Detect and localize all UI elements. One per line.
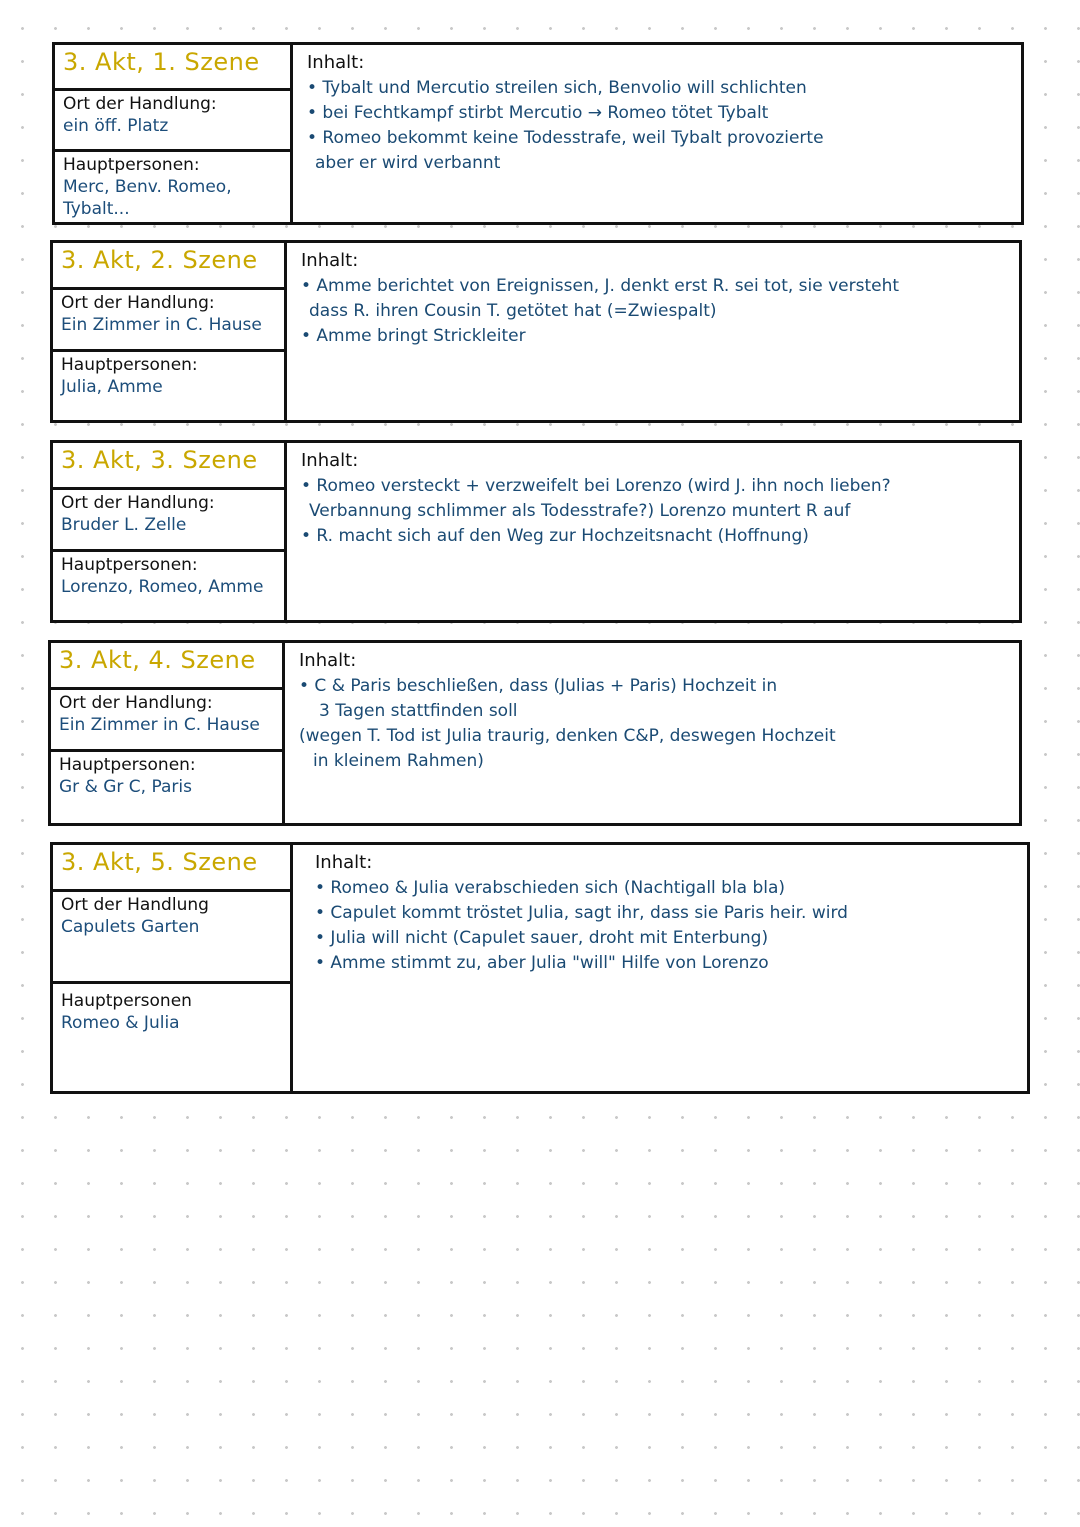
scene-card (52, 42, 1024, 225)
scene-meta (53, 845, 293, 1091)
content-label: Inhalt: (301, 450, 359, 471)
persons-cell (53, 549, 284, 620)
persons-label: Hauptpersonen (61, 991, 192, 1011)
scene-title-cell (55, 45, 290, 88)
persons-value: Romeo & Julia (61, 1013, 180, 1033)
persons-cell (51, 749, 282, 823)
content-line: Verbannung schlimmer als Todesstrafe?) Lorenzo muntert R auf (309, 501, 851, 521)
scene-title-cell (53, 243, 284, 287)
content-line: in kleinem Rahmen) (313, 751, 484, 771)
location-label: Ort der Handlung (61, 895, 209, 915)
location-label: Ort der Handlung: (61, 493, 215, 513)
scene-content (287, 243, 1019, 420)
scene-title-cell (53, 443, 284, 487)
content-line: • Romeo bekommt keine Todesstrafe, weil Tybalt provozierte (307, 128, 824, 148)
scene-card (50, 440, 1022, 623)
scene-meta (55, 45, 293, 222)
location-value: Ein Zimmer in C. Hause (59, 715, 260, 735)
content-line: • Tybalt und Mercutio streilen sich, Benvolio will schlichten (307, 78, 807, 98)
content-line: aber er wird verbannt (315, 153, 501, 173)
location-value: Ein Zimmer in C. Hause (61, 315, 262, 335)
persons-label: Hauptpersonen: (59, 755, 196, 775)
persons-value: Lorenzo, Romeo, Amme (61, 577, 264, 597)
persons-cell (53, 981, 290, 1091)
scene-meta (51, 643, 285, 823)
location-cell (53, 889, 290, 981)
scene-card (48, 640, 1022, 826)
content-label: Inhalt: (301, 250, 359, 271)
content-line: • Julia will nicht (Capulet sauer, droht mit Enterbung) (315, 928, 769, 948)
scene-meta (53, 243, 287, 420)
scene-meta (53, 443, 287, 620)
scene-card (50, 842, 1030, 1094)
content-line: dass R. ihren Cousin T. getötet hat (=Zwiespalt) (309, 301, 717, 321)
content-line: • Romeo versteckt + verzweifelt bei Lorenzo (wird J. ihn noch lieben? (301, 476, 891, 496)
content-line: • C & Paris beschließen, dass (Julias + Paris) Hochzeit in (299, 676, 778, 696)
scene-title: 3. Akt, 3. Szene (61, 446, 258, 474)
content-line: (wegen T. Tod ist Julia traurig, denken C&P, deswegen Hochzeit (299, 726, 836, 746)
persons-cell (53, 349, 284, 420)
content-line: • Amme bringt Strickleiter (301, 326, 526, 346)
content-label: Inhalt: (315, 852, 373, 873)
persons-label: Hauptpersonen: (63, 155, 200, 175)
content-label: Inhalt: (299, 650, 357, 671)
location-cell (51, 687, 282, 749)
scene-title: 3. Akt, 5. Szene (61, 848, 258, 876)
scene-content (287, 443, 1019, 620)
scene-content (285, 643, 1019, 823)
persons-cell (55, 149, 290, 222)
content-line: • Capulet kommt tröstet Julia, sagt ihr, dass sie Paris heir. wird (315, 903, 848, 923)
scene-title: 3. Akt, 1. Szene (63, 48, 260, 76)
content-line: • R. macht sich auf den Weg zur Hochzeitsnacht (Hoffnung) (301, 526, 809, 546)
content-label: Inhalt: (307, 52, 365, 73)
scene-content (293, 845, 1027, 1091)
location-value: Bruder L. Zelle (61, 515, 187, 535)
scene-title: 3. Akt, 2. Szene (61, 246, 258, 274)
content-line: 3 Tagen stattfinden soll (319, 701, 518, 721)
scene-title: 3. Akt, 4. Szene (59, 646, 256, 674)
location-value: ein öff. Platz (63, 116, 169, 137)
content-line: • Romeo & Julia verabschieden sich (Nachtigall bla bla) (315, 878, 786, 898)
scene-title-cell (51, 643, 282, 687)
location-cell (53, 487, 284, 549)
content-line: • Amme berichtet von Ereignissen, J. denkt erst R. sei tot, sie versteht (301, 276, 900, 296)
location-cell (55, 88, 290, 149)
persons-label: Hauptpersonen: (61, 555, 198, 575)
location-label: Ort der Handlung: (59, 693, 213, 713)
location-cell (53, 287, 284, 349)
scene-title-cell (53, 845, 290, 889)
location-value: Capulets Garten (61, 917, 200, 937)
content-line: • bei Fechtkampf stirbt Mercutio → Romeo tötet Tybalt (307, 103, 769, 123)
persons-value: Julia, Amme (61, 377, 163, 397)
scene-content (293, 45, 1021, 222)
persons-label: Hauptpersonen: (61, 355, 198, 375)
persons-value: Merc, Benv. Romeo, Tybalt... (63, 177, 232, 219)
persons-value: Gr & Gr C, Paris (59, 777, 192, 797)
content-line: • Amme stimmt zu, aber Julia "will" Hilfe von Lorenzo (315, 953, 769, 973)
location-label: Ort der Handlung: (63, 94, 217, 115)
location-label: Ort der Handlung: (61, 293, 215, 313)
scene-card (50, 240, 1022, 423)
